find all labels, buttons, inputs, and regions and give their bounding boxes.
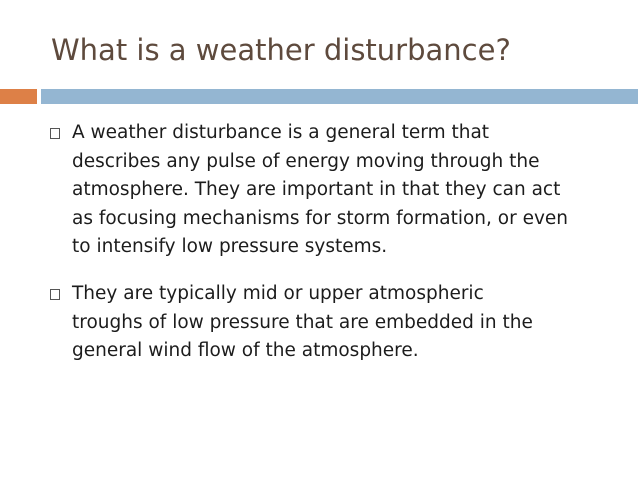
bullet-line: describes any pulse of energy moving through the	[72, 150, 540, 172]
square-bullet-icon	[50, 289, 60, 300]
bullet-line: atmosphere. They are important in that they can act	[72, 179, 561, 201]
bullet-line: troughs of low pressure that are embedded in the	[72, 311, 533, 333]
bullet-text	[72, 119, 612, 262]
bullet-line: general wind flow of the atmosphere.	[72, 340, 419, 362]
bullet-line: as focusing mechanisms for storm formation, or even	[72, 207, 569, 229]
bullet-line: to intensify low pressure systems.	[72, 236, 388, 258]
bullet-line: A weather disturbance is a general term that	[72, 122, 490, 143]
square-bullet-icon	[50, 128, 60, 139]
slide-title: What is a weather disturbance?	[51, 33, 511, 67]
bullet-text	[72, 280, 612, 366]
bullet-line: They are typically mid or upper atmospheric	[72, 283, 484, 304]
